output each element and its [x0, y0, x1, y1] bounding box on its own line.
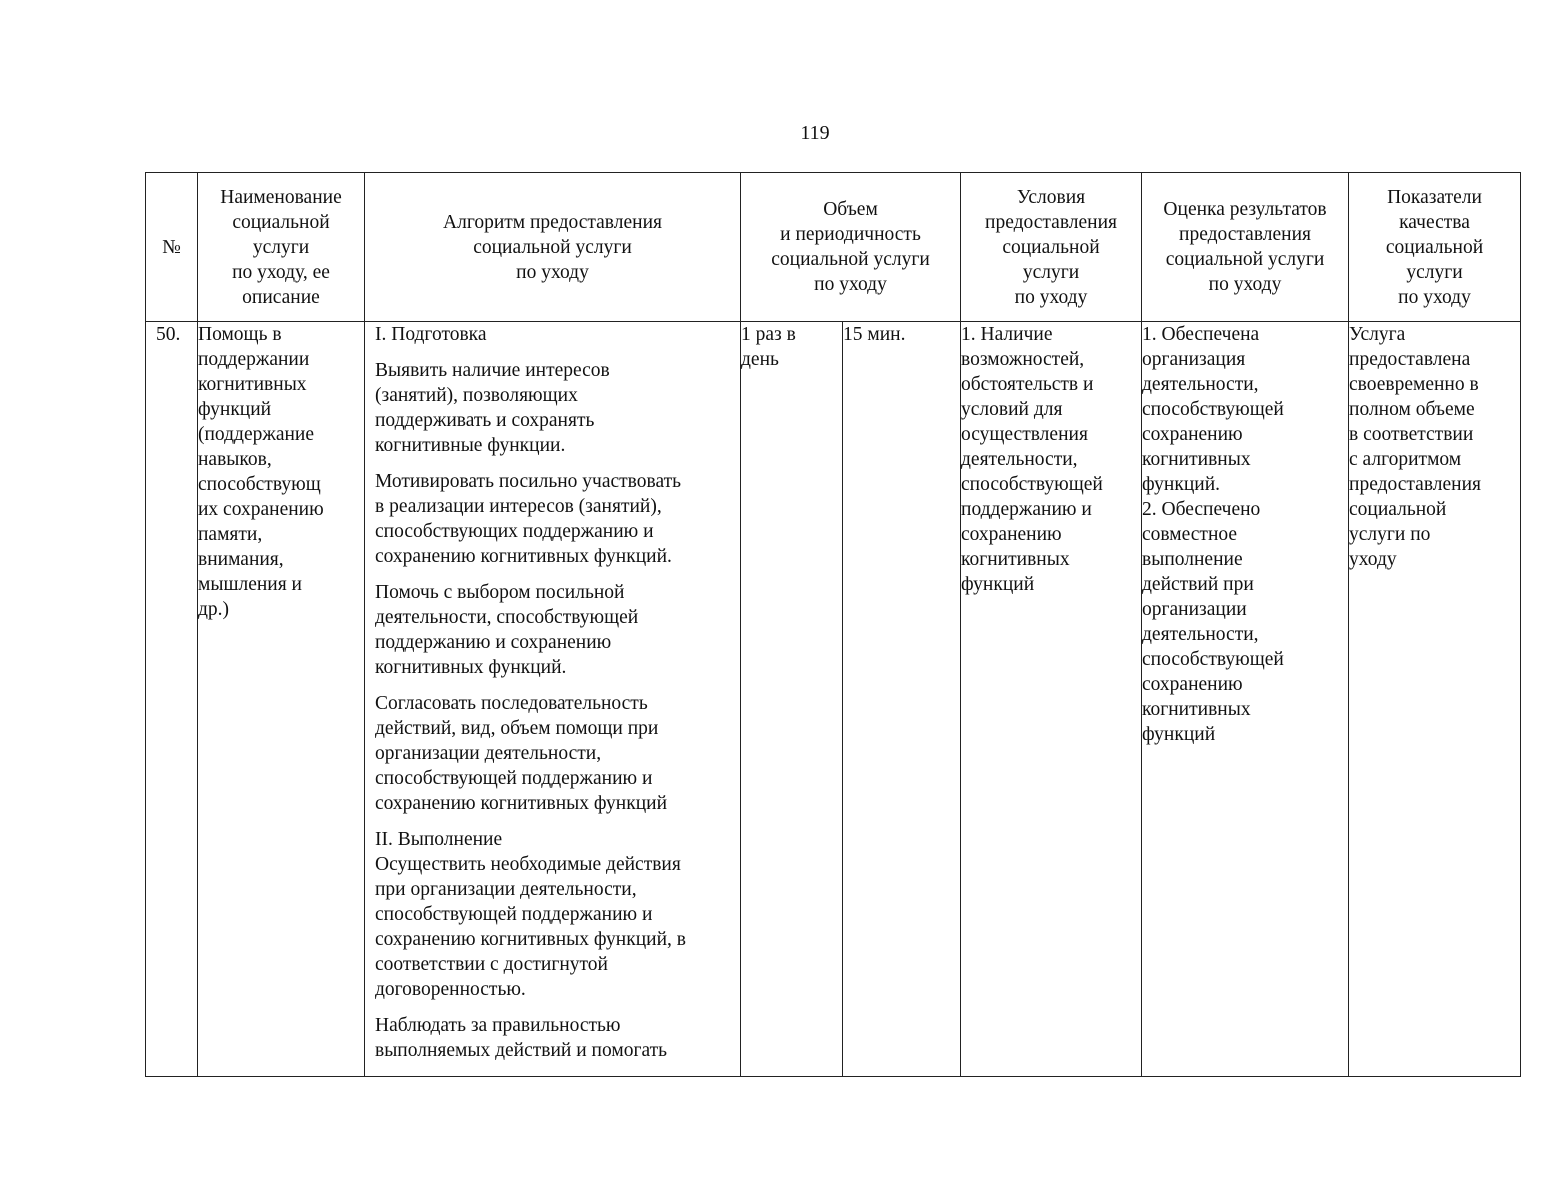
page-number: 119 — [800, 122, 830, 144]
row-assessment: 1. Обеспечена организация деятельности, способствующей сохранению когнитивных функций. 2. Обеспечено совместное выполнение действий при организации деятельности, способствующей сохранению когнитивных функций — [1142, 322, 1349, 1077]
row-algorithm — [365, 322, 741, 1077]
header-assessment: Оценка результатов предоставления социальной услуги по уходу — [1142, 173, 1349, 322]
row-periodicity: 1 раз в день — [741, 322, 843, 1077]
algorithm-section-preparation: I. Подготовка — [375, 324, 487, 345]
header-volume-periodicity: Объем и периодичность социальной услуги по уходу — [741, 173, 961, 322]
header-number: № — [146, 173, 198, 322]
algorithm-paragraph: Согласовать последовательность действий, вид, объем помощи при организации деятельности, способствующей поддержанию и сохранению когнитивных функций — [375, 693, 668, 814]
row-conditions: 1. Наличие возможностей, обстоятельств и условий для осуществления деятельности, способствующей поддержанию и сохранению когнитивных функций — [961, 322, 1142, 1077]
row-number: 50. — [146, 322, 198, 1077]
row-service-name: Помощь в поддержании когнитивных функций (поддержание навыков, способствующ их сохранению памяти, внимания, мышления и др.) — [198, 322, 365, 1077]
services-table — [145, 172, 1521, 1077]
table-header-row — [146, 173, 1521, 322]
row-duration: 15 мин. — [843, 322, 961, 1077]
header-quality: Показатели качества социальной услуги по уходу — [1349, 173, 1521, 322]
header-conditions: Условия предоставления социальной услуги по уходу — [961, 173, 1142, 322]
table-row — [146, 322, 1521, 1077]
algorithm-section-execution: II. Выполнение — [375, 829, 503, 850]
algorithm-paragraph: Выявить наличие интересов (занятий), позволяющих поддерживать и сохранять когнитивные функции. — [375, 360, 610, 456]
algorithm-paragraph: Мотивировать посильно участвовать в реализации интересов (занятий), способствующих поддержанию и сохранению когнитивных функций. — [375, 471, 682, 567]
header-service-name: Наименование социальной услуги по уходу, ее описание — [198, 173, 365, 322]
algorithm-paragraph: Помочь с выбором посильной деятельности, способствующей поддержанию и сохранению когнитивных функций. — [375, 582, 639, 678]
algorithm-paragraph: Наблюдать за правильностью выполняемых действий и помогать — [375, 1015, 668, 1061]
row-quality: Услуга предоставлена своевременно в полном объеме в соответствии с алгоритмом предоставления социальной услуги по уходу — [1349, 322, 1521, 1077]
algorithm-paragraph: Осуществить необходимые действия при организации деятельности, способствующей поддержанию и сохранению когнитивных функций, в соответствии с достигнутой договоренностью. — [375, 854, 686, 1000]
header-algorithm: Алгоритм предоставления социальной услуги по уходу — [365, 173, 741, 322]
